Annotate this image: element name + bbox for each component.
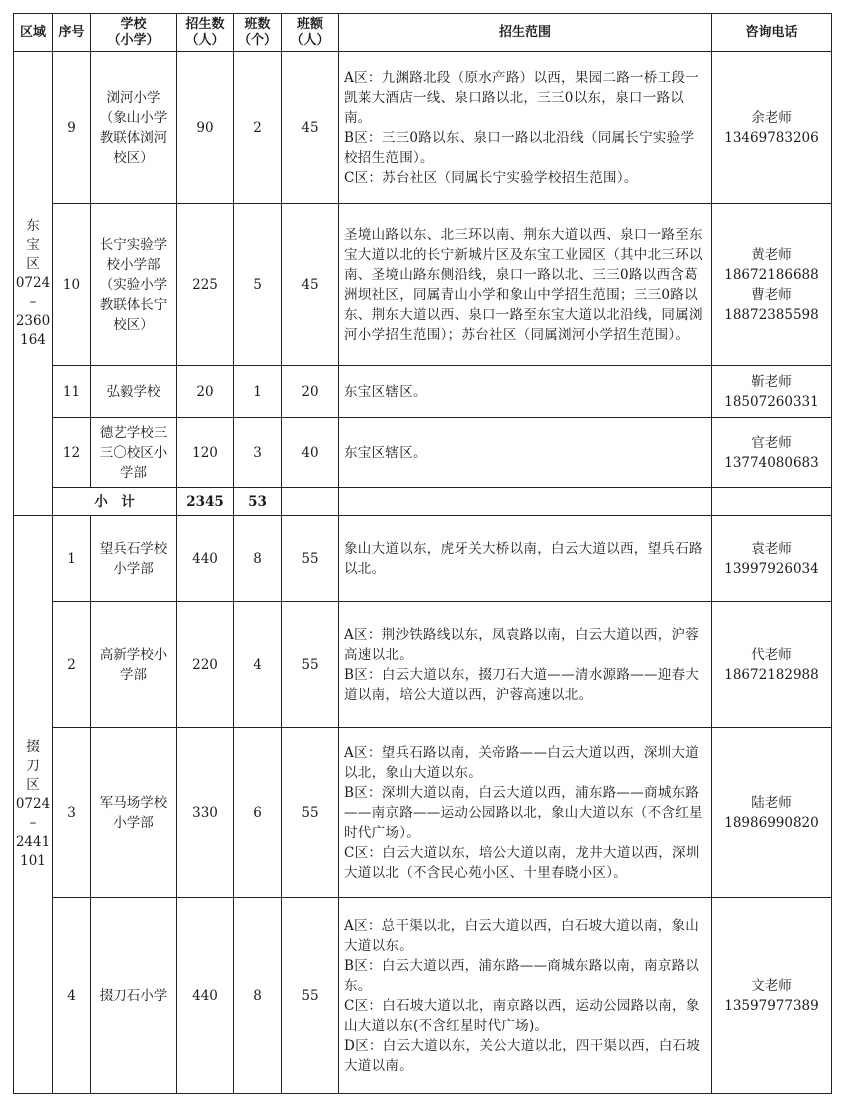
quota-cell: 45: [282, 52, 339, 204]
contact-line: 18672182988: [724, 666, 819, 683]
subtotal-enroll: 2345: [177, 488, 234, 516]
seq-cell: 11: [53, 366, 91, 418]
contact-cell: [712, 516, 832, 602]
scope-line: A区：九渊路北段（原水产路）以西，果园二路一桥工段一凯莱大酒店一线、泉口路以北，三三0以东，泉口一路以南。: [344, 69, 700, 126]
contact-line: 官老师: [751, 434, 792, 451]
contact-cell: [712, 366, 832, 418]
enroll-cell: 330: [177, 728, 234, 898]
scope-line: B区：白云大道以东，掇刀石大道——清水源路——迎春大道以南，培公大道以西，沪蓉高速以北。: [344, 666, 700, 703]
seq-cell: 1: [53, 516, 91, 602]
table-row: [14, 728, 832, 898]
seq-cell: 4: [53, 898, 91, 1094]
enroll-cell: 440: [177, 898, 234, 1094]
school-cell: 浏河小学 （象山小学 教联体浏河 校区）: [91, 52, 177, 204]
subtotal-scope: [339, 488, 712, 516]
contact-line: 代老师: [751, 646, 792, 663]
scope-line: B区：深圳大道以南，白云大道以西，浦东路——商城东路——南京路——运动公园路以北，象山大道以东（不含红星时代广场）。: [344, 784, 703, 841]
region-cell: [14, 52, 53, 516]
contact-cell: [712, 602, 832, 728]
scope-line: D区：白云大道以东，关公大道以北，四干渠以西，白石坡大道以南。: [344, 1037, 701, 1074]
scope-line: C区：白石坡大道以北，南京路以西，运动公园路以南，象山大道以东(不含红星时代广场)。: [344, 997, 700, 1034]
contact-cell: [712, 204, 832, 366]
seq-cell: 2: [53, 602, 91, 728]
contact-line: 余老师: [751, 109, 792, 126]
enrollment-table: [13, 13, 832, 1094]
header-enroll: 招生数 （人）: [177, 14, 234, 52]
contact-line: 18986990820: [724, 814, 819, 831]
table-row: [14, 52, 832, 204]
scope-cell: [339, 728, 712, 898]
scope-line: C区：苏台社区（同属长宁实验学校招生范围）。: [344, 169, 638, 186]
scope-cell: [339, 898, 712, 1094]
quota-cell: 55: [282, 602, 339, 728]
classes-cell: 1: [234, 366, 282, 418]
region-phone: 0724 – 2441 101: [15, 796, 51, 869]
scope-line: A区：总干渠以北，白云大道以西，白石坡大道以南，象山大道以东。: [344, 917, 700, 954]
scope-line: 圣境山路以东、北三环以南、荆东大道以西、泉口一路至东宝大道以北的长宁新城片区及东宝工业园区（其中北三环以南、圣境山路东侧沿线，泉口一路以北、三三0路以西含葛洲坝社区，同属青山小学和象山中学招生范围；三三0路以东、荆东大道以西、泉口一路至东宝大道以北沿线，同属浏河小学招生范围）；苏台社区（同属浏河小学招生范围）。: [344, 226, 703, 343]
seq-cell: 12: [53, 418, 91, 488]
scope-line: A区：荆沙铁路线以东，凤袁路以南，白云大道以西，沪蓉高速以北。: [344, 626, 700, 663]
header-quota: 班额 （人）: [282, 14, 339, 52]
header-classes: 班数 （个）: [234, 14, 282, 52]
classes-cell: 2: [234, 52, 282, 204]
scope-cell: [339, 418, 712, 488]
enroll-cell: 220: [177, 602, 234, 728]
classes-cell: 3: [234, 418, 282, 488]
scope-line: C区：白云大道以东，培公大道以南，龙井大道以西，深圳大道以北（不含民心苑小区、十里春晓小区）。: [344, 844, 700, 881]
contact-cell: [712, 52, 832, 204]
table-row: [14, 898, 832, 1094]
classes-cell: 5: [234, 204, 282, 366]
scope-line: 东宝区辖区。: [344, 383, 427, 400]
quota-cell: 55: [282, 728, 339, 898]
seq-cell: 10: [53, 204, 91, 366]
header-scope: 招生范围: [339, 14, 712, 52]
school-cell: 德艺学校三 三〇校区小 学部: [91, 418, 177, 488]
contact-line: 陆老师: [751, 794, 792, 811]
header-school: 学校 （小学）: [91, 14, 177, 52]
scope-line: 东宝区辖区。: [344, 444, 427, 461]
table-row: [14, 516, 832, 602]
contact-line: 13597977389: [724, 997, 819, 1014]
contact-line: 袁老师: [751, 540, 792, 557]
scope-cell: [339, 516, 712, 602]
classes-cell: 8: [234, 516, 282, 602]
region-phone: 0724 – 2360 164: [15, 275, 51, 348]
table-row: [14, 418, 832, 488]
enroll-cell: 90: [177, 52, 234, 204]
region-name: 掇 刀 区: [26, 739, 40, 793]
classes-cell: 6: [234, 728, 282, 898]
classes-cell: 4: [234, 602, 282, 728]
scope-cell: [339, 52, 712, 204]
quota-cell: 20: [282, 366, 339, 418]
school-cell: 弘毅学校: [91, 366, 177, 418]
contact-line: 13774080683: [724, 454, 819, 471]
scope-line: B区：三三0路以东、泉口一路以北沿线（同属长宁实验学校招生范围）。: [344, 129, 695, 166]
scope-line: 象山大道以东，虎牙关大桥以南，白云大道以西，望兵石路以北。: [344, 540, 703, 577]
contact-cell: [712, 898, 832, 1094]
header-row: [14, 14, 832, 52]
classes-cell: 8: [234, 898, 282, 1094]
scope-line: B区：白云大道以西，浦东路——商城东路以南，南京路以东。: [344, 957, 700, 994]
school-cell: 望兵石学校 小学部: [91, 516, 177, 602]
enroll-cell: 20: [177, 366, 234, 418]
scope-cell: [339, 602, 712, 728]
quota-cell: 55: [282, 898, 339, 1094]
enroll-cell: 440: [177, 516, 234, 602]
contact-cell: [712, 728, 832, 898]
contact-line: 曹老师: [751, 286, 792, 303]
scope-cell: [339, 204, 712, 366]
seq-cell: 3: [53, 728, 91, 898]
school-cell: 长宁实验学 校小学部 （实验小学 教联体长宁 校区）: [91, 204, 177, 366]
contact-line: 13469783206: [724, 129, 819, 146]
subtotal-row: [14, 488, 832, 516]
region-name: 东 宝 区: [26, 218, 40, 272]
scope-line: A区：望兵石路以南，关帝路——白云大道以西，深圳大道以北，象山大道以东。: [344, 744, 700, 781]
enroll-cell: 225: [177, 204, 234, 366]
quota-cell: 40: [282, 418, 339, 488]
school-cell: 军马场学校 小学部: [91, 728, 177, 898]
subtotal-label: 小 计: [53, 488, 177, 516]
contact-line: 13997926034: [724, 560, 819, 577]
table-row: [14, 602, 832, 728]
header-phone: 咨询电话: [712, 14, 832, 52]
contact-line: 文老师: [751, 977, 792, 994]
quota-cell: 55: [282, 516, 339, 602]
contact-line: 18872385598: [724, 306, 819, 323]
header-region: 区域: [14, 14, 53, 52]
contact-line: 靳老师: [751, 373, 792, 390]
subtotal-classes: 53: [234, 488, 282, 516]
header-seq: 序号: [53, 14, 91, 52]
contact-cell: [712, 418, 832, 488]
school-cell: 高新学校小 学部: [91, 602, 177, 728]
quota-cell: 45: [282, 204, 339, 366]
subtotal-phone: [712, 488, 832, 516]
contact-line: 18672186688: [724, 266, 819, 283]
contact-line: 黄老师: [751, 246, 792, 263]
school-cell: 掇刀石小学: [91, 898, 177, 1094]
seq-cell: 9: [53, 52, 91, 204]
subtotal-quota: [282, 488, 339, 516]
scope-cell: [339, 366, 712, 418]
enroll-cell: 120: [177, 418, 234, 488]
table-row: [14, 204, 832, 366]
region-cell: [14, 516, 53, 1094]
table-row: [14, 366, 832, 418]
contact-line: 18507260331: [724, 393, 819, 410]
